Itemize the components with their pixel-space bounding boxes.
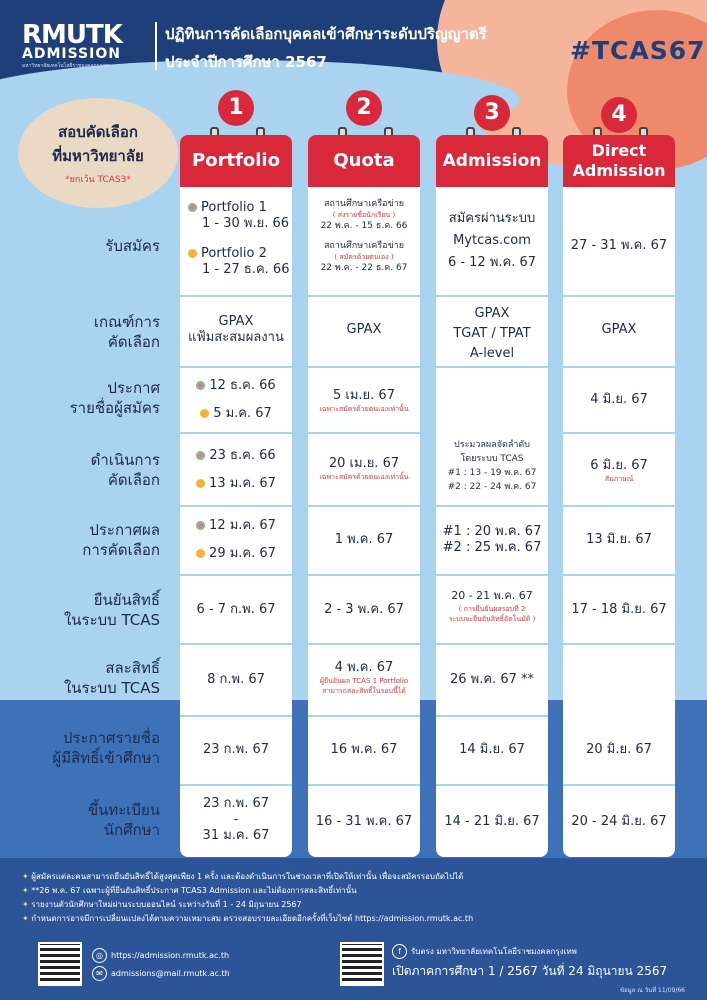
bubble-note: *ยกเว้น TCAS3* [65, 175, 131, 185]
row-separator [563, 574, 675, 576]
round-title: Quota [308, 135, 420, 187]
row-separator [563, 643, 675, 645]
globe-icon: ◎ [92, 948, 107, 963]
header-divider [155, 22, 157, 70]
cell-portfolio-criteria: GPAX แฟ้มสะสมผลงาน [188, 314, 284, 345]
mail-icon: ✉ [92, 966, 107, 981]
facebook-icon: f [392, 944, 407, 959]
cell-direct-select: 6 มิ.ย. 67 สัมภาษณ์ [590, 458, 648, 483]
row-separator [563, 432, 675, 434]
flower-icon [188, 203, 197, 212]
logo-mark: RMUTK [22, 20, 122, 50]
note-item: ✦ ผู้สมัครแต่ละคนสามารถยืนยันสิทธิ์ได้สูงสุดเพียง 1 ครั้ง และต้องดำเนินการในช่วงเวลาที่เปิดให้เท่านั้น เพื่อจะสมัครรอบถัดไปได้ [22, 870, 692, 884]
round-title: Direct Admission [563, 135, 675, 187]
sun-icon [196, 549, 205, 558]
cell-direct-register: 20 - 24 มิ.ย. 67 [571, 814, 667, 829]
row-separator [563, 505, 675, 507]
round-number: 1 [218, 90, 254, 126]
row-separator [436, 574, 548, 576]
cell-portfolio-confirm: 6 - 7 ก.พ. 67 [196, 602, 276, 617]
page-subtitle: ประจำปีการศึกษา 2567 [165, 53, 327, 71]
cell-quota-select: 20 เม.ย. 67 เฉพาะสมัครด้วยตนเองเท่านั้น [319, 456, 409, 481]
hashtag: #TCAS67 [570, 36, 706, 65]
note-item: ✦ รายงานตัวนักศึกษาใหม่ผ่านระบบออนไลน์ ระหว่างวันที่ 1 - 24 มิถุนายน 2567 [22, 898, 692, 912]
sun-icon [196, 479, 205, 488]
cell-quota-confirm: 2 - 3 พ.ค. 67 [324, 602, 404, 617]
row-label-apply: รับสมัคร [105, 237, 160, 255]
cell-direct-eligible: 20 มิ.ย. 67 [586, 742, 652, 757]
cell-portfolio-result: 12 ม.ค. 67 29 ม.ค. 67 [180, 518, 292, 562]
cell-quota-register: 16 - 31 พ.ค. 67 [315, 814, 413, 829]
cell-admission-select: ประมวลผลจัดลำดับ โดยระบบ TCAS #1 : 13 - 19 พ.ค. 67 #2 : 22 - 24 พ.ค. 67 [447, 440, 537, 492]
row-separator [180, 432, 292, 434]
page-title: ปฏิทินการคัดเลือกบุคคลเข้าศึกษาระดับปริญญาตรี [165, 25, 487, 43]
cell-portfolio-list: 12 ธ.ค. 66 5 ม.ค. 67 [180, 378, 292, 422]
row-separator [180, 574, 292, 576]
cell-admission-waive: 26 พ.ค. 67 ** [449, 672, 534, 687]
logo-sub: ADMISSION [22, 46, 121, 62]
cell-portfolio-apply: Portfolio 1 1 - 30 พ.ย. 66 Portfolio 2 1 - 27 ธ.ค. 66 [180, 200, 292, 278]
round-number: 4 [601, 97, 637, 133]
cell-admission-criteria: GPAX TGAT / TPAT A-level [453, 306, 531, 361]
qr-code-icon [38, 942, 82, 986]
round-title: Admission [436, 135, 548, 187]
sun-icon [200, 409, 209, 418]
bubble-line1: สอบคัดเลือก [58, 123, 138, 141]
term-open-date: เปิดภาคการศึกษา 1 / 2567 วันที่ 24 มิถุนายน 2567 [392, 964, 668, 978]
cell-quota-result: 1 พ.ค. 67 [334, 532, 394, 547]
cell-direct-result: 13 มิ.ย. 67 [586, 532, 652, 547]
row-separator [180, 505, 292, 507]
row-separator [180, 643, 292, 645]
row-separator [180, 295, 292, 297]
cell-portfolio-eligible: 23 ก.พ. 67 [202, 742, 270, 757]
row-label-eligible: ประกาศรายชื่อ ผู้มีสิทธิ์เข้าศึกษา [52, 729, 160, 767]
row-separator [436, 505, 548, 507]
row-label-register: ขึ้นทะเบียน นักศึกษา [87, 801, 160, 839]
bubble-line2: ที่มหาวิทยาลัย [52, 147, 144, 165]
row-separator [308, 643, 420, 645]
cell-admission-apply: สมัครผ่านระบบ Mytcas.com 6 - 12 พ.ค. 67 [447, 211, 537, 270]
row-label-result: ประกาศผล การคัดเลือก [82, 521, 160, 559]
cell-admission-confirm: 20 - 21 พ.ค. 67 ( การยืนยันผลรอบที่ 2 ระบบจะยืนยันสิทธิ์อัตโนมัติ ) [448, 589, 536, 623]
data-stamp: ข้อมูล ณ วันที่ 11/09/66 [620, 987, 685, 994]
note-item: ✦ กำหนดการอาจมีการเปลี่ยนแปลงได้ตามความเหมาะสม ตรวจสอบรายละเอียดอีกครั้งที่เว็บไซต์ https://admission.rmutk.ac.th [22, 912, 692, 926]
qr-code-icon [340, 942, 384, 986]
row-separator [563, 366, 675, 368]
cell-direct-criteria: GPAX [601, 322, 637, 337]
flower-icon [196, 381, 205, 390]
row-separator [563, 784, 675, 786]
row-label-criteria: เกณฑ์การ คัดเลือก [93, 313, 160, 351]
cell-quota-apply: สถานศึกษาเครือข่าย ( ส่งรายชื่อนักเรียน ) 22 พ.ค. - 15 ธ.ค. 66 สถานศึกษาเครือข่าย ( สมัครด้วยตนเอง ) 22 พ.ค. - 22 ธ.ค. 67 [320, 199, 408, 273]
note-item: ✦ **26 พ.ค. 67 เฉพาะผู้ที่ยืนยันสิทธิ์ประกาศ TCAS3 Admission และไม่ต้องการสละสิทธิ์เท่านั้น [22, 884, 692, 898]
row-separator [308, 784, 420, 786]
row-label-applicant-list: ประกาศ รายชื่อผู้สมัคร [69, 379, 160, 417]
sun-icon [188, 249, 197, 258]
row-separator [563, 295, 675, 297]
website-link[interactable]: ◎ https://admission.rmutk.ac.th [92, 948, 229, 963]
notes-list [22, 870, 692, 926]
rmutk-logo [22, 20, 152, 75]
row-separator [436, 715, 548, 717]
round-number: 3 [474, 95, 510, 131]
row-separator [308, 295, 420, 297]
row-separator [308, 366, 420, 368]
cell-direct-list: 4 มิ.ย. 67 [590, 392, 648, 407]
email-link[interactable]: ✉ admissions@mail.rmutk.ac.th [92, 966, 230, 981]
row-separator [308, 715, 420, 717]
facebook-link[interactable]: f รับตรง มหาวิทยาลัยเทคโนโลยีราชมงคลกรุงเทพ [392, 944, 577, 959]
row-label-waive: สละสิทธิ์ ในระบบ TCAS [63, 659, 160, 697]
row-label-selection: ดำเนินการ คัดเลือก [90, 451, 160, 489]
cell-quota-waive: 4 พ.ค. 67 ผู้ยืนยันผล TCAS 1 Portfolio สามารถสละสิทธิ์ในรอบนี้ได้ [319, 660, 409, 695]
row-separator [436, 784, 548, 786]
cell-quota-criteria: GPAX [346, 322, 382, 337]
round-title: Portfolio [180, 135, 292, 187]
row-separator [308, 505, 420, 507]
row-separator [180, 715, 292, 717]
row-separator [308, 574, 420, 576]
cell-quota-eligible: 16 พ.ค. 67 [330, 742, 398, 757]
cell-admission-eligible: 14 มิ.ย. 67 [459, 742, 525, 757]
row-separator [436, 295, 548, 297]
row-label-confirm: ยืนยันสิทธิ์ ในระบบ TCAS [63, 591, 160, 629]
cell-admission-register: 14 - 21 มิ.ย. 67 [444, 814, 540, 829]
flower-icon [196, 451, 205, 460]
row-separator [308, 432, 420, 434]
row-separator [436, 643, 548, 645]
row-separator [436, 366, 548, 368]
cell-portfolio-waive: 8 ก.พ. 67 [207, 672, 265, 687]
cell-quota-list: 5 เม.ย. 67 เฉพาะสมัครด้วยตนเองเท่านั้น [319, 388, 409, 413]
round-number: 2 [346, 90, 382, 126]
cell-direct-confirm: 17 - 18 มิ.ย. 67 [571, 602, 667, 617]
exam-bubble [18, 98, 178, 208]
cell-admission-result: #1 : 20 พ.ค. 67 #2 : 25 พ.ค. 67 [442, 524, 542, 555]
row-separator [180, 784, 292, 786]
cell-portfolio-register: 23 ก.พ. 67 - 31 ม.ค. 67 [202, 796, 270, 843]
cell-direct-apply: 27 - 31 พ.ค. 67 [570, 238, 668, 253]
logo-tiny: มหาวิทยาลัยเทคโนโลยีราชมงคลกรุงเทพ [22, 63, 110, 69]
row-separator [180, 366, 292, 368]
cell-portfolio-select: 23 ธ.ค. 66 13 ม.ค. 67 [180, 448, 292, 492]
flower-icon [196, 521, 205, 530]
